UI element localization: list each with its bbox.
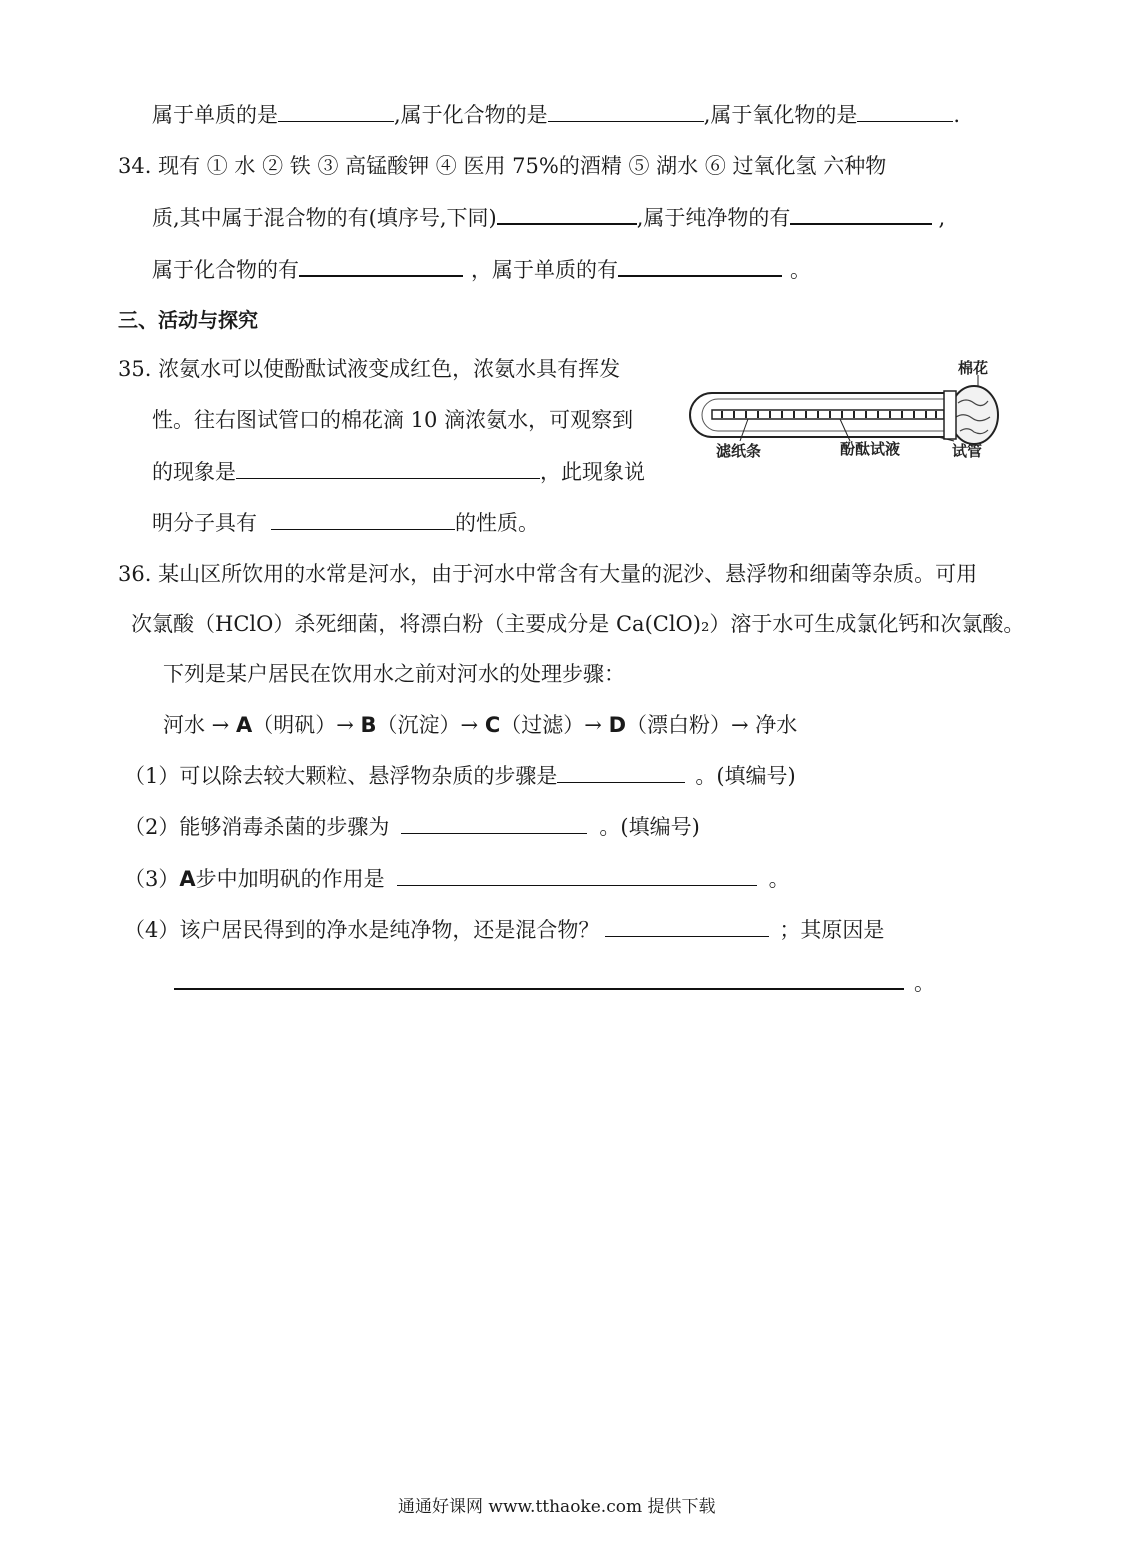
label-phenolphthalein: 酚酞试液	[840, 441, 901, 458]
q36-line3: 下列是某户居民在饮用水之前对河水的处理步骤：	[163, 662, 625, 686]
q35-blank-phenomenon[interactable]	[236, 458, 540, 479]
q36-blank-4b[interactable]	[174, 968, 904, 990]
q36-line1: 36. 某山区所饮用的水常是河水，由于河水中常含有大量的泥沙、悬浮物和细菌等杂质。可用	[118, 562, 978, 586]
label-cotton: 棉花	[958, 360, 989, 377]
q35-line3	[152, 458, 645, 486]
q34-line3-text-b: ，属于单质的有	[471, 258, 618, 282]
q33-part3: ,属于氧化物的是	[703, 103, 858, 127]
q36-sub3-letter: A	[179, 867, 196, 891]
q36-blank-1[interactable]	[557, 762, 685, 783]
q36-sub1	[124, 762, 796, 790]
q36-sub1-end: 。(填编号)	[695, 764, 796, 788]
flow-step-d: D	[608, 713, 626, 737]
q34-line3-text: 属于化合物的有	[152, 258, 299, 282]
q35-line4-text: 明分子具有	[152, 511, 257, 535]
q36-sub2-end: 。(填编号)	[599, 815, 700, 839]
q36-blank-3[interactable]	[397, 865, 757, 886]
q34-line2	[152, 203, 945, 232]
q34-blank-pure[interactable]	[790, 203, 932, 225]
flow-step-a: A	[235, 713, 253, 737]
flow-step-d-text: （漂白粉）→ 净水	[626, 713, 798, 737]
test-tube-figure	[682, 355, 1010, 465]
q33-part1: 属于单质的是	[152, 103, 278, 127]
flow-step-b: B	[360, 713, 377, 737]
label-test-tube: 试管	[952, 443, 983, 460]
q34-line2-end: ,	[938, 206, 946, 230]
q34-line3	[152, 255, 811, 284]
q35-line3-text-b: ，此现象说	[540, 460, 645, 484]
flow-step-c-text: （过滤）→	[500, 713, 602, 737]
q34-blank-compound[interactable]	[299, 255, 463, 277]
q33-line	[152, 101, 960, 129]
q36-sub3-text-b: 步中加明矾的作用是	[195, 867, 385, 891]
q36-blank-2[interactable]	[401, 813, 587, 834]
q35-line2: 性。往右图试管口的棉花滴 10 滴浓氨水，可观察到	[152, 408, 634, 432]
page-footer: 通通好课网 www.tthaoke.com 提供下载	[398, 1497, 716, 1517]
q36-sub2	[124, 813, 700, 841]
q33-part2: ,属于化合物的是	[394, 103, 548, 127]
q35-blank-property[interactable]	[271, 509, 455, 530]
label-filter-paper: 滤纸条	[716, 443, 762, 460]
q36-sub3	[124, 865, 790, 893]
q35-line3-text: 的现象是	[152, 460, 236, 484]
q36-sub4	[124, 916, 884, 944]
q36-flow	[163, 711, 797, 739]
q34-blank-mixture[interactable]	[497, 203, 637, 225]
q35-line4	[152, 509, 539, 537]
q36-sub4-end: 。	[914, 971, 935, 995]
q36-blank-4a[interactable]	[605, 916, 769, 937]
q36-sub3-text: （3）	[124, 867, 180, 891]
q36-sub4-text: （4）该户居民得到的净水是纯净物，还是混合物？	[124, 918, 600, 942]
cotton-plug-icon	[944, 386, 998, 444]
q34-line2-text: 质,其中属于混合物的有(填序号,下同)	[152, 206, 497, 230]
q36-sub2-text: （2）能够消毒杀菌的步骤为	[124, 815, 390, 839]
q33-blank-oxide[interactable]	[857, 101, 953, 122]
q34-line1: 34. 现有 ① 水 ② 铁 ③ 高锰酸钾 ④ 医用 75%的酒精 ⑤ 湖水 ⑥ 过氧化氢 六种物	[118, 154, 887, 178]
q34-blank-element[interactable]	[618, 255, 782, 277]
q33-blank-compound[interactable]	[548, 101, 704, 122]
section-title: 三、活动与探究	[118, 308, 258, 332]
q36-sub4-text-b: ；其原因是	[779, 918, 885, 942]
flow-step-a-text: （明矾）→	[252, 713, 354, 737]
q33-end: .	[953, 103, 961, 127]
q35-line1: 35. 浓氨水可以使酚酞试液变成红色，浓氨水具有挥发	[118, 357, 621, 381]
flow-step-b-text: （沉淀）→	[376, 713, 479, 737]
q36-line2: 次氯酸（HClO）杀死细菌，将漂白粉（主要成分是 Ca(ClO)₂）溶于水可生成氯化钙和次氯酸。	[131, 612, 1025, 636]
q36-sub1-text: （1）可以除去较大颗粒、悬浮物杂质的步骤是	[124, 764, 558, 788]
q36-sub4-reason	[174, 968, 935, 997]
q35-line4-text-b: 的性质。	[455, 511, 539, 535]
q33-blank-element[interactable]	[278, 101, 394, 122]
flow-start: 河水 →	[163, 713, 230, 737]
flow-step-c: C	[484, 713, 501, 737]
q34-line2-text-b: ,属于纯净物的有	[636, 206, 791, 230]
q36-sub3-end: 。	[768, 867, 790, 891]
q34-line3-end: 。	[790, 258, 811, 282]
